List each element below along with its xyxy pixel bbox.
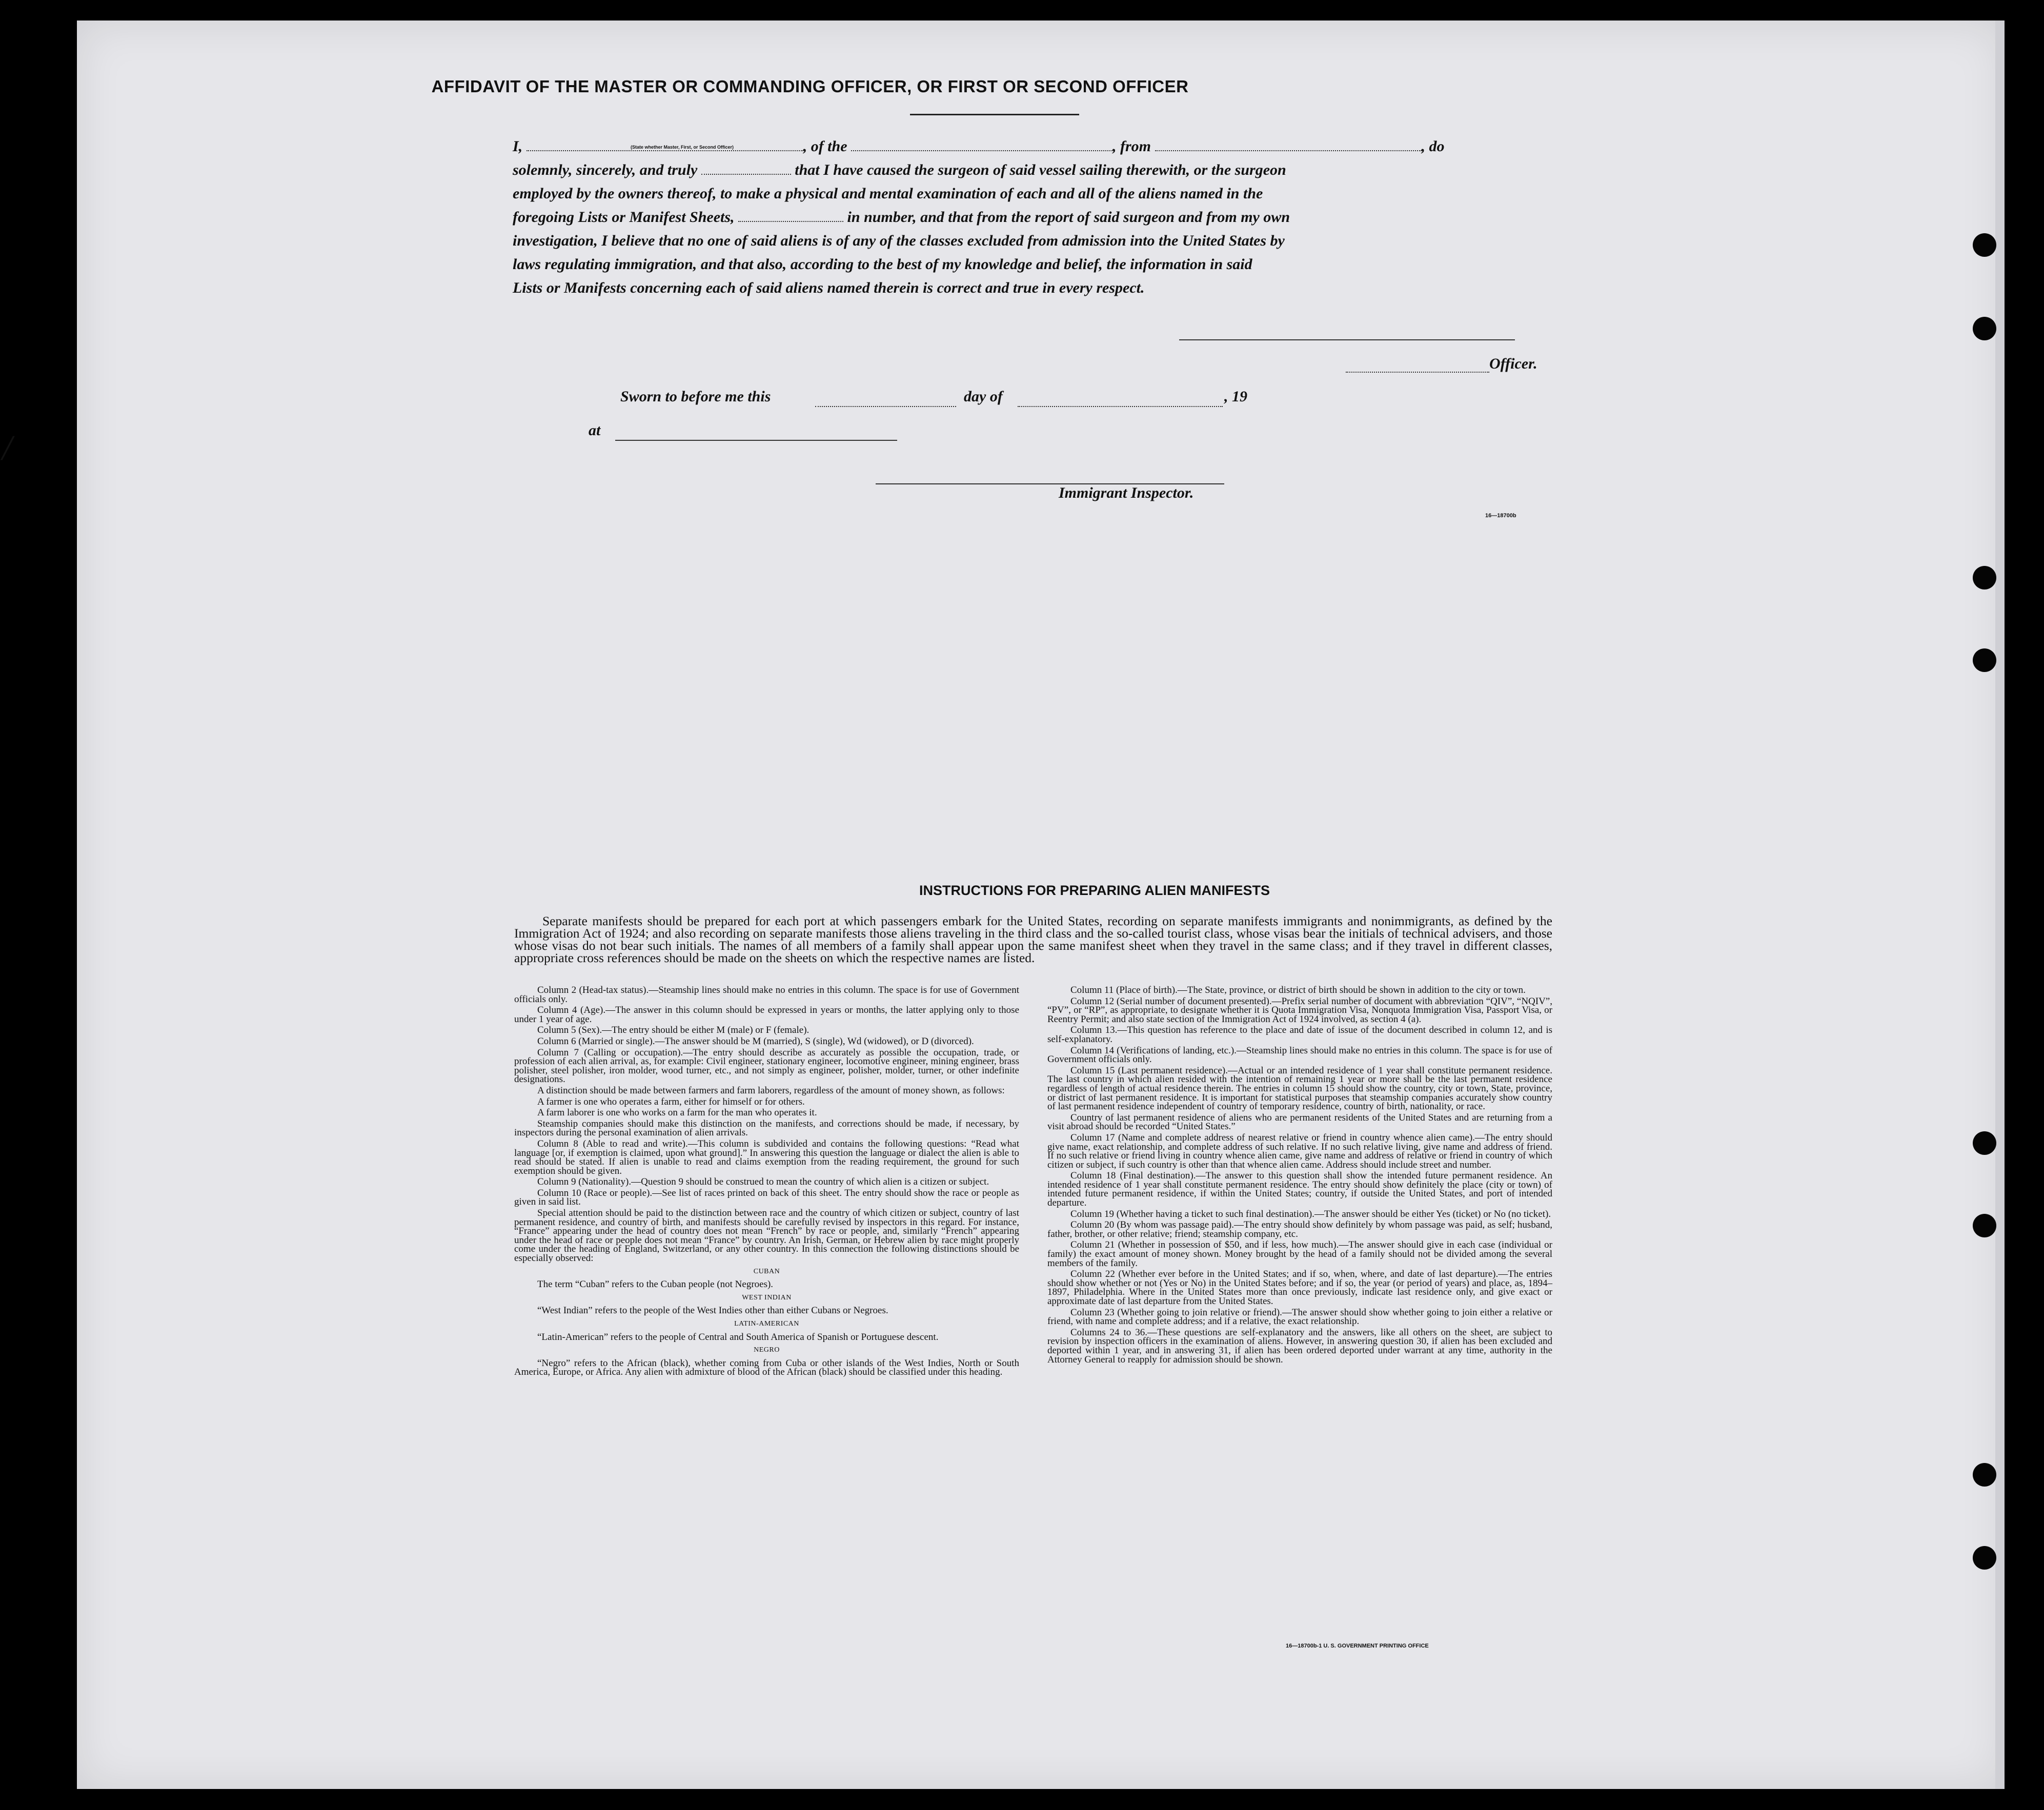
definition-negro: “Negro” refers to the African (black), whether coming from Cuba or other islands of the West Indies, North or South America, Europe, or Africa. Any alien with admixture of blood of the African (black) should be classified under this heading.	[514, 1357, 1019, 1378]
definition-latin-american: “Latin-American” refers to the people of Central and South America of Spanish or Portuguese descent.	[537, 1331, 939, 1343]
edge-mark: /	[2, 429, 12, 468]
instruction-paragraph: Column 17 (Name and complete address of nearest relative or friend in country whence alien came).—The entry should give name, exact relationship, and complete address of such relative. If no such relative living, give name and address of friend. If no such relative or friend living in country whence alien came, give name and address of relative or friend in country of which citizen or subject, if such country is other than that whence alien came. Address should include street and number.	[1047, 1132, 1552, 1170]
instruction-paragraph: Column 7 (Calling or occupation).—The entry should describe as accurately as possible the occupation, trade, or profession of each alien arrival, as, for example: Civil engineer, stationary engineer, locomotive engineer, mining engineer, brass polisher, steel polisher, iron molder, wood turner, etc., and not simply as engineer, polisher, molder, turner, or other indefinite designations.	[514, 1047, 1019, 1085]
affidavit-line4b: in number, and that from the report of said surgeon and from my own	[847, 209, 1290, 226]
affidavit-line-5: investigation, I believe that no one of said aliens is of any of the classes excluded from admission into the United States by	[513, 232, 1285, 249]
punch-hole	[1973, 233, 1996, 257]
affidavit-line-7: Lists or Manifests concerning each of said aliens named therein is correct and true in every respect.	[513, 279, 1145, 296]
definition-west-indian: “West Indian” refers to the people of the West Indies other than either Cubans or Negroes.	[537, 1305, 888, 1316]
instruction-paragraph: Special attention should be paid to the distinction between race and the country of which citizen or subject, country of last permanent residence, and country of birth, and manifests should be carefully revised by inspectors in this regard. For instance, “France” appearing under the head of country does not mean “French” by race or people, and, similarly “French” appearing under the head of race or people does not mean “France” by country. An Irish, German, or Hebrew alien by race might properly come under the heading of England, Switzerland, or any other country. In this connection the following distinctions should be especially observed:	[514, 1208, 1019, 1264]
instruction-paragraph: A distinction should be made between farmers and farm laborers, regardless of the amount of money shown, as follows:	[537, 1085, 1005, 1096]
instruction-paragraph: Column 10 (Race or people).—See list of races printed on back of this sheet. The entry should show the race or people as given in said list.	[514, 1187, 1019, 1208]
officer-signature-line[interactable]	[1179, 339, 1515, 340]
instruction-paragraph: Column 20 (By whom was passage paid).—The entry should show definitely by whom passage was paid, as self; husband, father, brother, or other relative; friend; steamship company, etc.	[1047, 1219, 1552, 1239]
instruction-paragraph: Steamship companies should make this distinction on the manifests, and corrections should be made, if necessary, by inspectors during the personal examination of alien arrivals.	[514, 1118, 1019, 1138]
instruction-paragraph: Column 12 (Serial number of document presented).—Prefix serial number of document with abbreviation “QIV”, “NQIV”, “PV”, or “RP”, as appropriate, to designate whether it is Quota Immigration Visa, Nonquota Immigration Visa, Passport Visa, or Reentry Permit; and also state section of the Immigration Act of 1924 involved, as section 4 (a).	[1047, 995, 1552, 1025]
instruction-paragraph: Column 23 (Whether going to join relative or friend).—The answer should show whether going to join either a relative or friend, with name and complete address; and if a relative, the exact relationship.	[1047, 1307, 1552, 1327]
heading-latin-american: LATIN-AMERICAN	[734, 1320, 799, 1328]
page-edge	[1995, 21, 2005, 1789]
from-port-field[interactable]	[1155, 140, 1422, 151]
affidavit-line-1	[513, 135, 1551, 158]
punch-hole	[1973, 1131, 1996, 1155]
affidavit-line-2	[513, 158, 1551, 182]
instruction-paragraph: A farm laborer is one who works on a farm for the man who operates it.	[537, 1107, 817, 1118]
heading-west-indian: WEST INDIAN	[742, 1293, 792, 1301]
instruction-paragraph: Column 9 (Nationality).—Question 9 should be construed to mean the country of which alien is a citizen or subject.	[537, 1176, 989, 1188]
officer-title-line[interactable]	[1346, 372, 1489, 373]
affidavit-line-4	[513, 206, 1551, 229]
officer-label: Officer.	[1489, 355, 1537, 372]
instruction-paragraph: Column 14 (Verifications of landing, etc.).—Steamship lines should make no entries in this column. The space is for use of Government officials only.	[1047, 1045, 1552, 1065]
instruction-paragraph: A farmer is one who operates a farm, either for himself or for others.	[537, 1096, 805, 1107]
rank-note: (State whether Master, First, or Second Officer)	[631, 145, 734, 150]
sworn-month-field[interactable]	[1018, 406, 1223, 407]
instruction-paragraph: Column 4 (Age).—The answer in this column should be expressed in years or months, the latter applying only to those under 1 year of age.	[514, 1005, 1019, 1025]
instruction-paragraph: Column 22 (Whether ever before in the United States; and if so, when, where, and date of last departure).—The entries should show whether or not (Yes or No) in the United States before; and if so, the year (or period of years) and place, as, 1894–1897, Philadelphia. Where in the United States more than once previously, indicate last residence only, and give exact or approximate date of last departure from the United States.	[1047, 1269, 1552, 1307]
affidavit-do: , do	[1421, 138, 1445, 155]
at-label: at	[589, 422, 601, 439]
punch-hole	[1973, 317, 1996, 340]
instruction-paragraph: Columns 24 to 36.—These questions are self-explanatory and the answers, like all others on the sheet, are subject to revision by inspection officers in the examination of aliens. However, in answering question 30, if alien has been excluded and deported within 1 year, and in answering 31, if alien has been ordered deported under warrant at any time, authority in the Attorney General to reapply for admission should be shown.	[1047, 1327, 1552, 1365]
affidavit-body	[513, 135, 1551, 304]
affidavit-of-the: , of the	[803, 138, 847, 155]
punch-hole	[1973, 648, 1996, 672]
year-label: , 19	[1224, 388, 1247, 405]
instruction-paragraph: Column 8 (Able to read and write).—This column is subdivided and contains the following questions: “Read what language [or, if exemption is claimed, upon what ground].” In answering this question the language or dialect the alien is able to read should be stated. If alien is unable to read and claims exemption from the reading requirement, the ground for such exemption should be given.	[514, 1138, 1019, 1176]
affidavit-title: AFFIDAVIT OF THE MASTER OR COMMANDING OFFICER, OR FIRST OR SECOND OFFICER	[431, 77, 1189, 96]
place-field[interactable]	[615, 440, 897, 441]
instructions-title: INSTRUCTIONS FOR PREPARING ALIEN MANIFESTS	[919, 883, 1270, 898]
inspector-label: Immigrant Inspector.	[1059, 484, 1194, 501]
instruction-paragraph: Column 5 (Sex).—The entry should be either M (male) or F (female).	[537, 1025, 809, 1036]
instructions-left-column	[514, 986, 1019, 1379]
instruction-paragraph: Column 21 (Whether in possession of $50, and if less, how much).—The answer should give in each case (individual or family) the exact amount of money shown. Money brought by the head of a family should not be divided among the several members of the family.	[1047, 1239, 1552, 1269]
punch-hole	[1973, 1463, 1996, 1487]
day-of-label: day of	[964, 388, 1003, 405]
punch-hole	[1973, 566, 1996, 589]
instruction-paragraph: Column 2 (Head-tax status).—Steamship lines should make no entries in this column. The space is for use of Government officials only.	[514, 985, 1019, 1005]
instructions-intro: Separate manifests should be prepared for each port at which passengers embark for the United States, recording on separate manifests immigrants and nonimmigrants, as defined by the Immigration Act of 1924; and also recording on separate manifests those aliens traveling in the third class and the so-called tourist class, whose visas bear the initials of technical advisers, and those whose visas do not bear such initials. The names of all members of a family shall appear upon the same manifest sheet when they travel in the same class; and if they travel in different classes, appropriate cross references should be made on the sheets on which the respective names are listed.	[514, 913, 1552, 965]
heading-negro: NEGRO	[754, 1346, 780, 1354]
instruction-paragraph: Column 11 (Place of birth).—The State, province, or district of birth should be shown in addition to the city or town.	[1070, 985, 1526, 995]
vessel-name-field[interactable]	[851, 140, 1112, 151]
punch-hole	[1973, 1546, 1996, 1570]
affidavit-from: , from	[1112, 138, 1151, 155]
affidavit-i: I,	[513, 138, 523, 155]
form-number: 16—18700b	[1485, 513, 1516, 519]
instruction-paragraph: Column 19 (Whether having a ticket to such final destination).—The answer should be either Yes (ticket) or No (no ticket).	[1070, 1208, 1551, 1219]
sworn-label: Sworn to before me this	[620, 388, 771, 405]
affidavit-line2a: solemnly, sincerely, and truly	[513, 161, 698, 178]
affidavit-line-6: laws regulating immigration, and that also, according to the best of my knowledge and belief, the information in said	[513, 256, 1252, 273]
affidavit-line-3: employed by the owners thereof, to make a physical and mental examination of each and all of the aliens named in the	[513, 185, 1263, 202]
instruction-paragraph: Column 18 (Final destination).—The answer to this question shall show the intended future permanent residence. An intended residence of 1 year shall constitute permanent residence. The entry should show definitely the place (city or town) of intended future permanent residence, if within the United States; country, if outside the United States, and port of intended departure.	[1047, 1170, 1552, 1209]
sheet-count-field[interactable]	[738, 211, 843, 222]
instruction-paragraph: Column 15 (Last permanent residence).—Actual or an intended residence of 1 year shall constitute permanent residence. The last country in which alien resided with the intention of remaining 1 year or more shall be the last permanent residence regardless of length of actual residence therein. The entries in column 15 should show the country, city or town, State, province, or district of last permanent residence. It is important for statistical purposes that steamship companies accurately show country of last permanent residence independent of country of temporary residence, country of birth, nationality, or race.	[1047, 1065, 1552, 1112]
definition-cuban: The term “Cuban” refers to the Cuban people (not Negroes).	[537, 1279, 774, 1290]
instruction-paragraph: Column 13.—This question has reference to the place and date of issue of the document described in column 12, and is self-explanatory.	[1047, 1025, 1552, 1045]
printing-office-footer: 16—18700b-1 U. S. GOVERNMENT PRINTING OFFICE	[1286, 1643, 1429, 1649]
instructions-right-column	[1047, 986, 1552, 1366]
affidavit-line4a: foregoing Lists or Manifest Sheets,	[513, 209, 735, 226]
punch-hole	[1973, 1214, 1996, 1237]
instruction-paragraph: Country of last permanent residence of aliens who are permanent residents of the United States and are returning from a visit abroad should be recorded “United States.”	[1047, 1112, 1552, 1132]
instruction-paragraph: Column 6 (Married or single).—The answer should be M (married), S (single), Wd (widowed), or D (divorced).	[537, 1035, 974, 1047]
affidavit-line2b: that I have caused the surgeon of said vessel sailing therewith, or the surgeon	[795, 161, 1286, 178]
title-rule	[910, 114, 1079, 115]
oath-word-field[interactable]	[701, 164, 791, 175]
sworn-day-field[interactable]	[815, 406, 956, 407]
heading-cuban: CUBAN	[753, 1267, 780, 1275]
